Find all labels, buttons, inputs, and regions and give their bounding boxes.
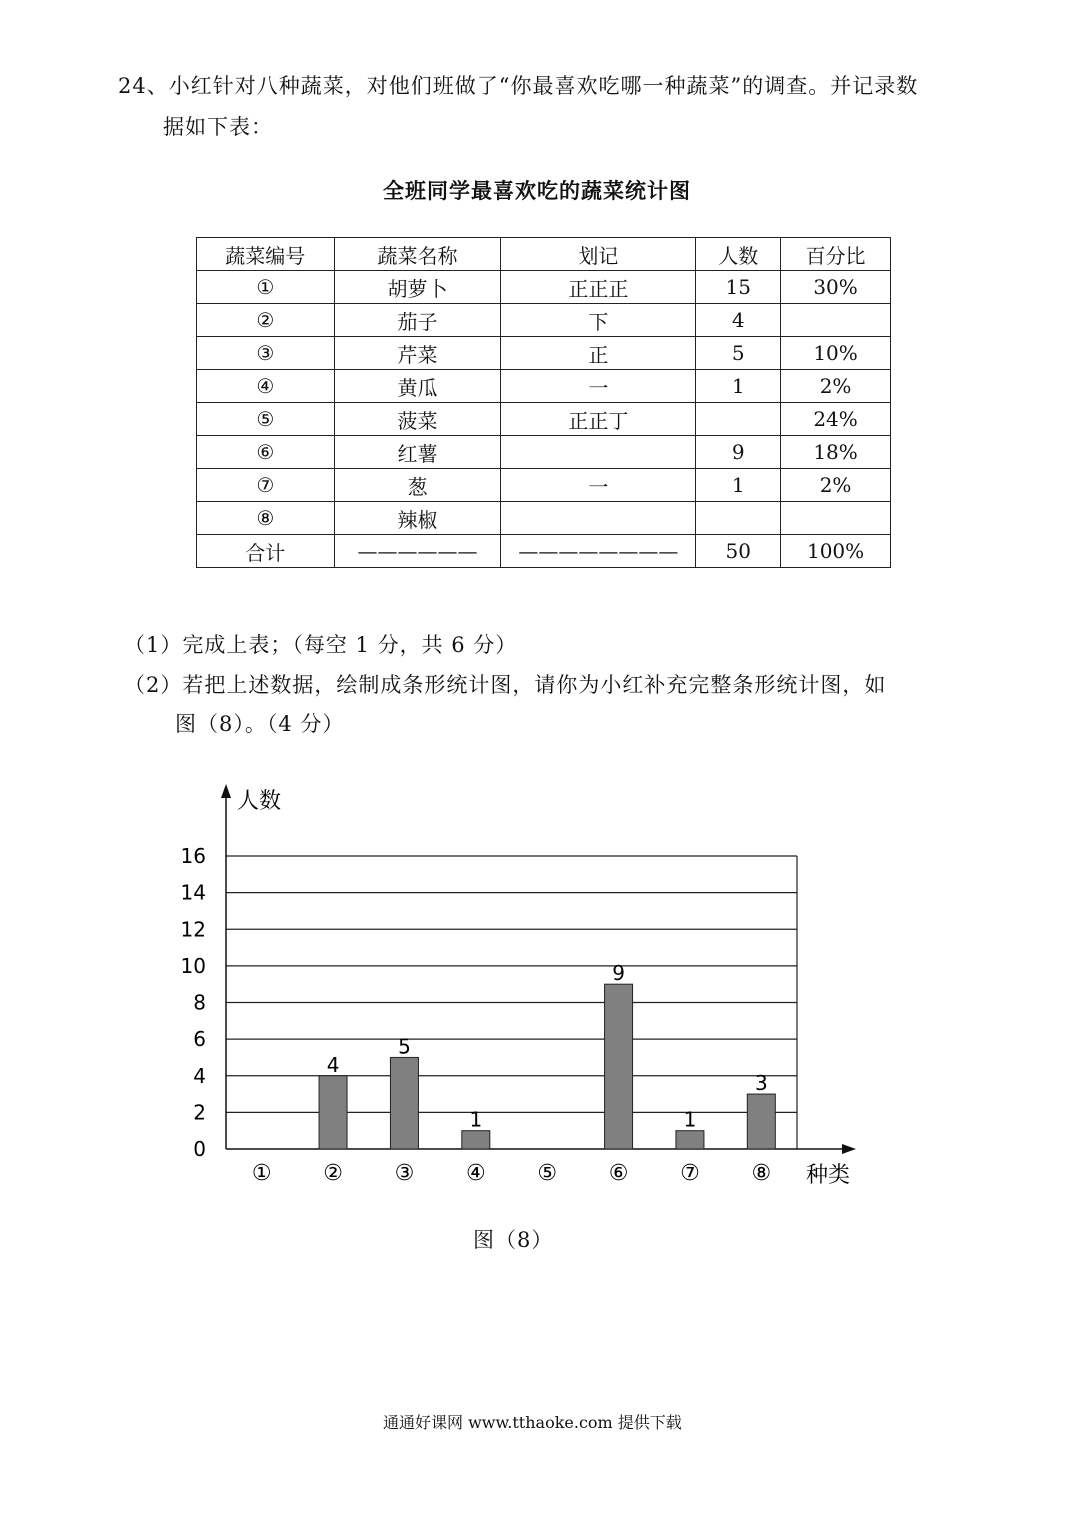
table-cell: ④ [197,370,335,403]
table-cell: 24% [781,403,891,436]
bar [747,1094,775,1149]
y-axis-arrow [221,784,231,798]
figure-caption: 图（8） [473,1228,554,1252]
table-cell: ⑥ [197,436,335,469]
table-cell: 一 [501,370,696,403]
table-cell: 10% [781,337,891,370]
table-cell: 正正正 [501,271,696,304]
table-cell [696,403,781,436]
table-cell: 茄子 [334,304,501,337]
table-total-row [197,535,891,568]
x-tick-label: ⑥ [608,1161,629,1186]
table-cell: ① [197,271,335,304]
bar-value-label: 1 [469,1107,483,1132]
table-cell: 正正丁 [501,403,696,436]
y-tick-label: 14 [180,880,206,905]
table-cell: 黄瓜 [334,370,501,403]
table-header-cell: 蔬菜编号 [197,238,335,271]
y-tick-label: 16 [180,844,206,868]
table-header-cell: 百分比 [781,238,891,271]
table-cell: 1 [696,370,781,403]
x-tick-label: ⑦ [680,1161,700,1186]
table-cell: 30% [781,271,891,304]
table-cell: 红薯 [334,436,501,469]
x-tick-label: ① [251,1161,272,1186]
bar-value-label: 1 [683,1107,697,1132]
table-cell: 4 [696,304,781,337]
bar [605,984,633,1149]
question-line-2: 据如下表： [163,115,273,139]
x-axis-label: 种类 [806,1163,851,1188]
table-cell: ⑤ [197,403,335,436]
table-cell: 葱 [334,469,501,502]
table-row [197,403,891,436]
page-footer: 通通好课网 www.tthaoke.com 提供下载 [383,1413,682,1432]
table-cell: 胡萝卜 [334,271,501,304]
sub-question-2-line-2: 图（8）。（4 分） [175,712,345,736]
table-row [197,502,891,535]
table-title: 全班同学最喜欢吃的蔬菜统计图 [383,178,691,203]
table-cell: ③ [197,337,335,370]
table-row [197,370,891,403]
x-tick-label: ⑧ [751,1161,772,1186]
bar-value-label: 3 [754,1071,768,1096]
y-axis-label: 人数 [237,789,282,814]
table-cell [501,436,696,469]
table-cell: 2% [781,469,891,502]
x-tick-label: ④ [465,1161,486,1186]
table-cell: ⑧ [197,502,335,535]
vegetable-survey-table [196,237,891,568]
bar-chart [0,770,1087,1210]
x-tick-label: ② [323,1161,343,1186]
y-tick-label: 8 [193,990,206,1015]
table-cell: 50 [696,535,781,568]
x-tick-label: ⑤ [537,1161,558,1186]
y-tick-label: 10 [180,953,206,978]
table-cell: 一 [501,469,696,502]
sub-question-2-line-1: （2）若把上述数据，绘制成条形统计图，请你为小红补充完整条形统计图，如 [124,673,887,697]
table-header-row [197,238,891,271]
chart-bars [319,961,775,1149]
table-cell: 5 [696,337,781,370]
table-row [197,469,891,502]
table-cell: 15 [696,271,781,304]
table-row [197,436,891,469]
bar-value-label: 4 [326,1052,340,1077]
table-cell: 辣椒 [334,502,501,535]
bar [462,1131,490,1149]
table-cell: 1 [696,469,781,502]
bar-value-label: 9 [612,961,625,986]
table-row [197,304,891,337]
table-cell: 菠菜 [334,403,501,436]
table-cell: 芹菜 [334,337,501,370]
table-row [197,271,891,304]
table-cell [501,502,696,535]
table-header-cell: 划记 [501,238,696,271]
table-cell [696,502,781,535]
y-tick-label: 4 [193,1063,206,1088]
y-tick-label: 6 [193,1027,206,1052]
table-cell: 100% [781,535,891,568]
bar [390,1057,418,1149]
y-tick-label: 0 [193,1137,206,1161]
x-axis-arrow [842,1144,856,1154]
table-cell: 18% [781,436,891,469]
table-cell [781,502,891,535]
table-row [197,337,891,370]
table-cell: 下 [501,304,696,337]
table-cell: ② [197,304,335,337]
table-cell: 合计 [197,535,335,568]
x-tick-label: ③ [394,1161,415,1186]
table-cell: 9 [696,436,781,469]
bar [319,1076,347,1149]
table-cell: 2% [781,370,891,403]
y-tick-label: 12 [180,917,206,942]
table-cell: ⑦ [197,469,335,502]
table-header-cell: 人数 [696,238,781,271]
table-cell: ———————— [501,535,696,568]
chart-y-ticks [181,844,206,1161]
table-cell: 正 [501,337,696,370]
table-cell [781,304,891,337]
y-tick-label: 2 [193,1100,206,1125]
sub-question-1: （1）完成上表；（每空 1 分，共 6 分） [124,633,518,657]
chart-grid [226,856,797,1149]
chart-x-ticks [252,1161,771,1186]
question-line-1: 24、小红针对八种蔬菜，对他们班做了“你最喜欢吃哪一种蔬菜”的调查。并记录数 [118,74,919,98]
bar-value-label: 5 [398,1034,411,1059]
table-header-cell: 蔬菜名称 [334,238,501,271]
table-cell: —————— [334,535,501,568]
bar [676,1131,704,1149]
